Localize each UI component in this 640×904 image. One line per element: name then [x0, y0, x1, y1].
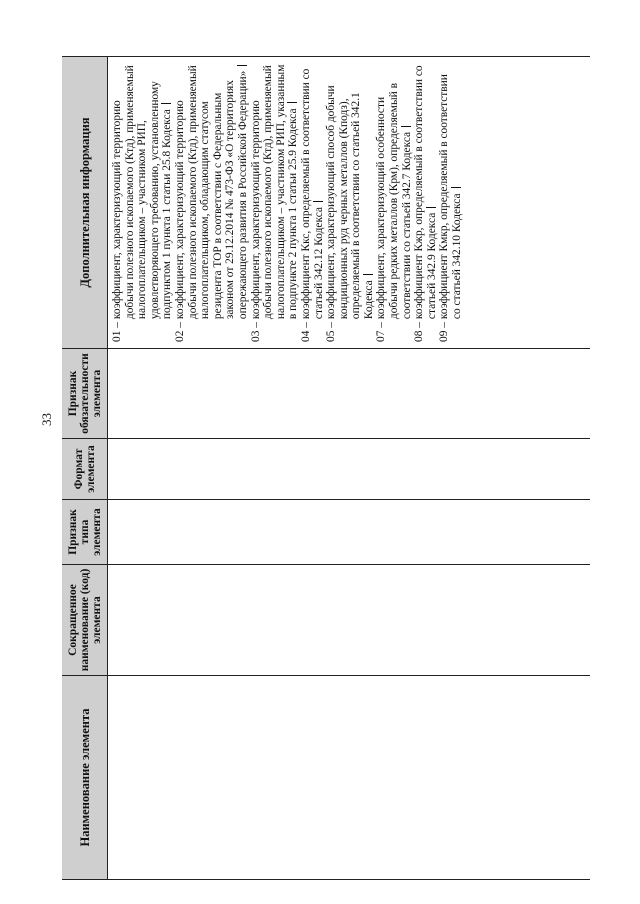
- info-code: 01 –: [111, 322, 123, 342]
- header-additional-info: Дополнительная информация: [62, 57, 108, 348]
- info-code: 05 –: [325, 322, 338, 342]
- info-code: 09 –: [438, 322, 451, 342]
- info-entry: [375, 61, 413, 342]
- info-code: 07 –: [375, 322, 388, 342]
- page-number: 33: [39, 413, 54, 426]
- info-code: 02 –: [173, 322, 186, 342]
- header-format: Формат элемента: [62, 439, 108, 499]
- info-entry: [325, 61, 375, 342]
- info-text: коэффициент, характеризующий особенности добычи редких металлов (Крм), определяемый в соответствии со статьей 342.7 Кодекса: [375, 83, 413, 320]
- info-code: 04 –: [299, 322, 312, 342]
- column-required-flag: [62, 348, 590, 438]
- info-code: 08 –: [413, 322, 426, 342]
- info-entry: [250, 61, 300, 342]
- column-type-flag: [62, 499, 590, 564]
- column-short-name: [62, 564, 590, 675]
- header-required-flag: Признак обязательности элемента: [62, 349, 108, 438]
- info-entry: [174, 61, 250, 342]
- info-entry: [111, 61, 174, 342]
- info-text: коэффициент Кмкр, определяемый в соответствии со статьей 342.10 Кодекса: [438, 74, 464, 320]
- column-additional-info: [62, 56, 590, 348]
- header-element-name: Наименование элемента: [62, 676, 108, 879]
- info-text: коэффициент, характеризующий способ добычи кондиционных руд черных металлов (Кподз), определяемый в соответствии со статьей 342.1 Кодекса: [325, 85, 375, 320]
- info-entry: [438, 61, 463, 342]
- header-type-flag: Признак типа элемента: [62, 500, 108, 564]
- info-text: коэффициент Ккс, определяемый в соответствии со статьей 342.12 Кодекса: [299, 68, 325, 320]
- column-element-name: [62, 675, 590, 880]
- info-text: коэффициент, характеризующий территорию добычи полезного ископаемого (Ктд), применяемый налогоплательщиком, обладающим статусом резидента ТОР в соответствии с Федеральным законом от 29.12.2014 № 473-ФЗ «О территориях опережающего развития в Российской Федерации»: [173, 65, 249, 320]
- info-text: коэффициент Кжр, определяемый в соответствии со статьей 342.9 Кодекса: [413, 65, 438, 320]
- header-short-name: Сокращенное наименование (код) элемента: [62, 565, 108, 675]
- info-text: коэффициент, характеризующий территорию добычи полезного ископаемого (Ктд), применяемый налогоплательщиком – участником РИП, указанным в подпункте 2 пункта 1 статьи 25.9 Кодекса: [249, 64, 300, 320]
- info-text: коэффициент, характеризующий территорию добычи полезного ископаемого (Ктд), применяемый налогоплательщиком – участником РИП, удовлетворяющего требованию, установленному подпунктом 1 пункта 1 статьи 25.8 Кодекса: [111, 65, 174, 320]
- column-format: [62, 438, 590, 499]
- info-code: 03 –: [249, 322, 262, 342]
- additional-info-list: [109, 57, 464, 348]
- info-entry: [300, 61, 325, 342]
- rotated-table: [62, 56, 590, 880]
- info-entry: [413, 61, 438, 342]
